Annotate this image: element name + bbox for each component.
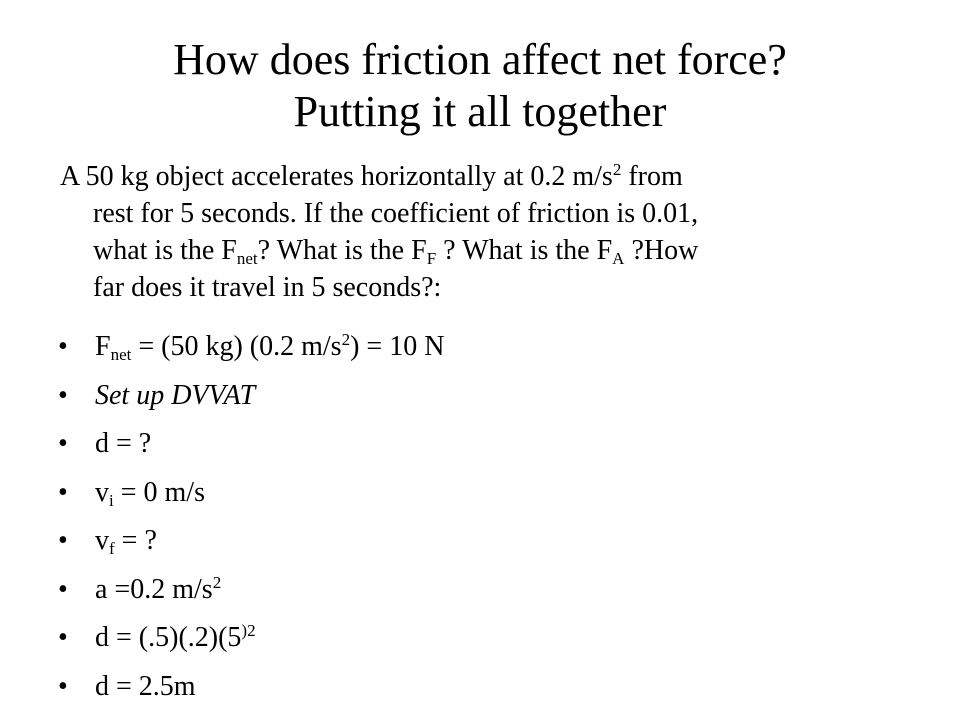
problem-line-4: far does it travel in 5 seconds?: [93,272,442,303]
superscript: 2 [341,330,351,349]
bullet-text: = ? [114,525,157,556]
bullet-marker: • [58,525,68,556]
slide-title [0,34,960,138]
title-line-1: How does friction affect net force? [173,35,787,84]
problem-text: ? What is the F [257,235,427,266]
bullet-setup [58,379,918,428]
superscript: 2 [612,160,622,179]
bullet-marker: • [58,428,68,459]
bullet-marker: • [58,331,68,362]
bullet-text: v [95,476,109,508]
subscript: net [236,249,258,268]
problem-text: ?How [624,235,699,266]
superscript: )2 [241,621,256,640]
bullet-marker: • [58,476,68,508]
bullet-text: = (50 kg) (0.2 m/s [131,331,342,362]
subscript: F [426,249,437,268]
problem-line-2: rest for 5 seconds. If the coefficient of friction is 0.01, [93,198,699,229]
bullet-fnet [58,330,918,379]
subscript: net [110,345,132,364]
superscript: 2 [212,572,222,592]
subscript: f [109,539,115,558]
bullet-text: d = ? [95,428,152,459]
problem-line-1 [60,158,930,195]
solution-bullets [58,330,918,718]
bullet-text: d = (.5)(.2)(5 [95,622,242,653]
bullet-text: = 0 m/s [113,476,205,508]
bullet-d-result [58,670,918,719]
title-line-2: Putting it all together [293,87,667,136]
bullet-vi [58,476,918,525]
subscript: i [109,490,114,510]
problem-text: what is the F [93,235,237,266]
bullet-marker: • [58,622,68,653]
bullet-marker: • [58,573,68,605]
bullet-a [58,573,918,622]
bullet-marker: • [58,670,68,702]
problem-text: from [621,161,683,192]
problem-text: A 50 kg object accelerates horizontally at 0.2 m/s [60,161,613,192]
problem-line-3 [60,232,930,269]
bullet-d [58,427,918,476]
bullet-text: a =0.2 m/s [95,573,213,605]
problem-statement [60,158,930,306]
bullet-text: v [95,525,109,556]
bullet-text: Set up DVVAT [95,379,256,411]
bullet-text: F [95,331,111,362]
bullet-text: ) = 10 N [350,331,445,362]
bullet-d-formula [58,621,918,670]
bullet-text: d = 2.5m [95,670,196,702]
subscript: A [612,249,625,268]
problem-text: ? What is the F [436,235,613,266]
bullet-marker: • [58,379,68,411]
bullet-vf [58,524,918,573]
